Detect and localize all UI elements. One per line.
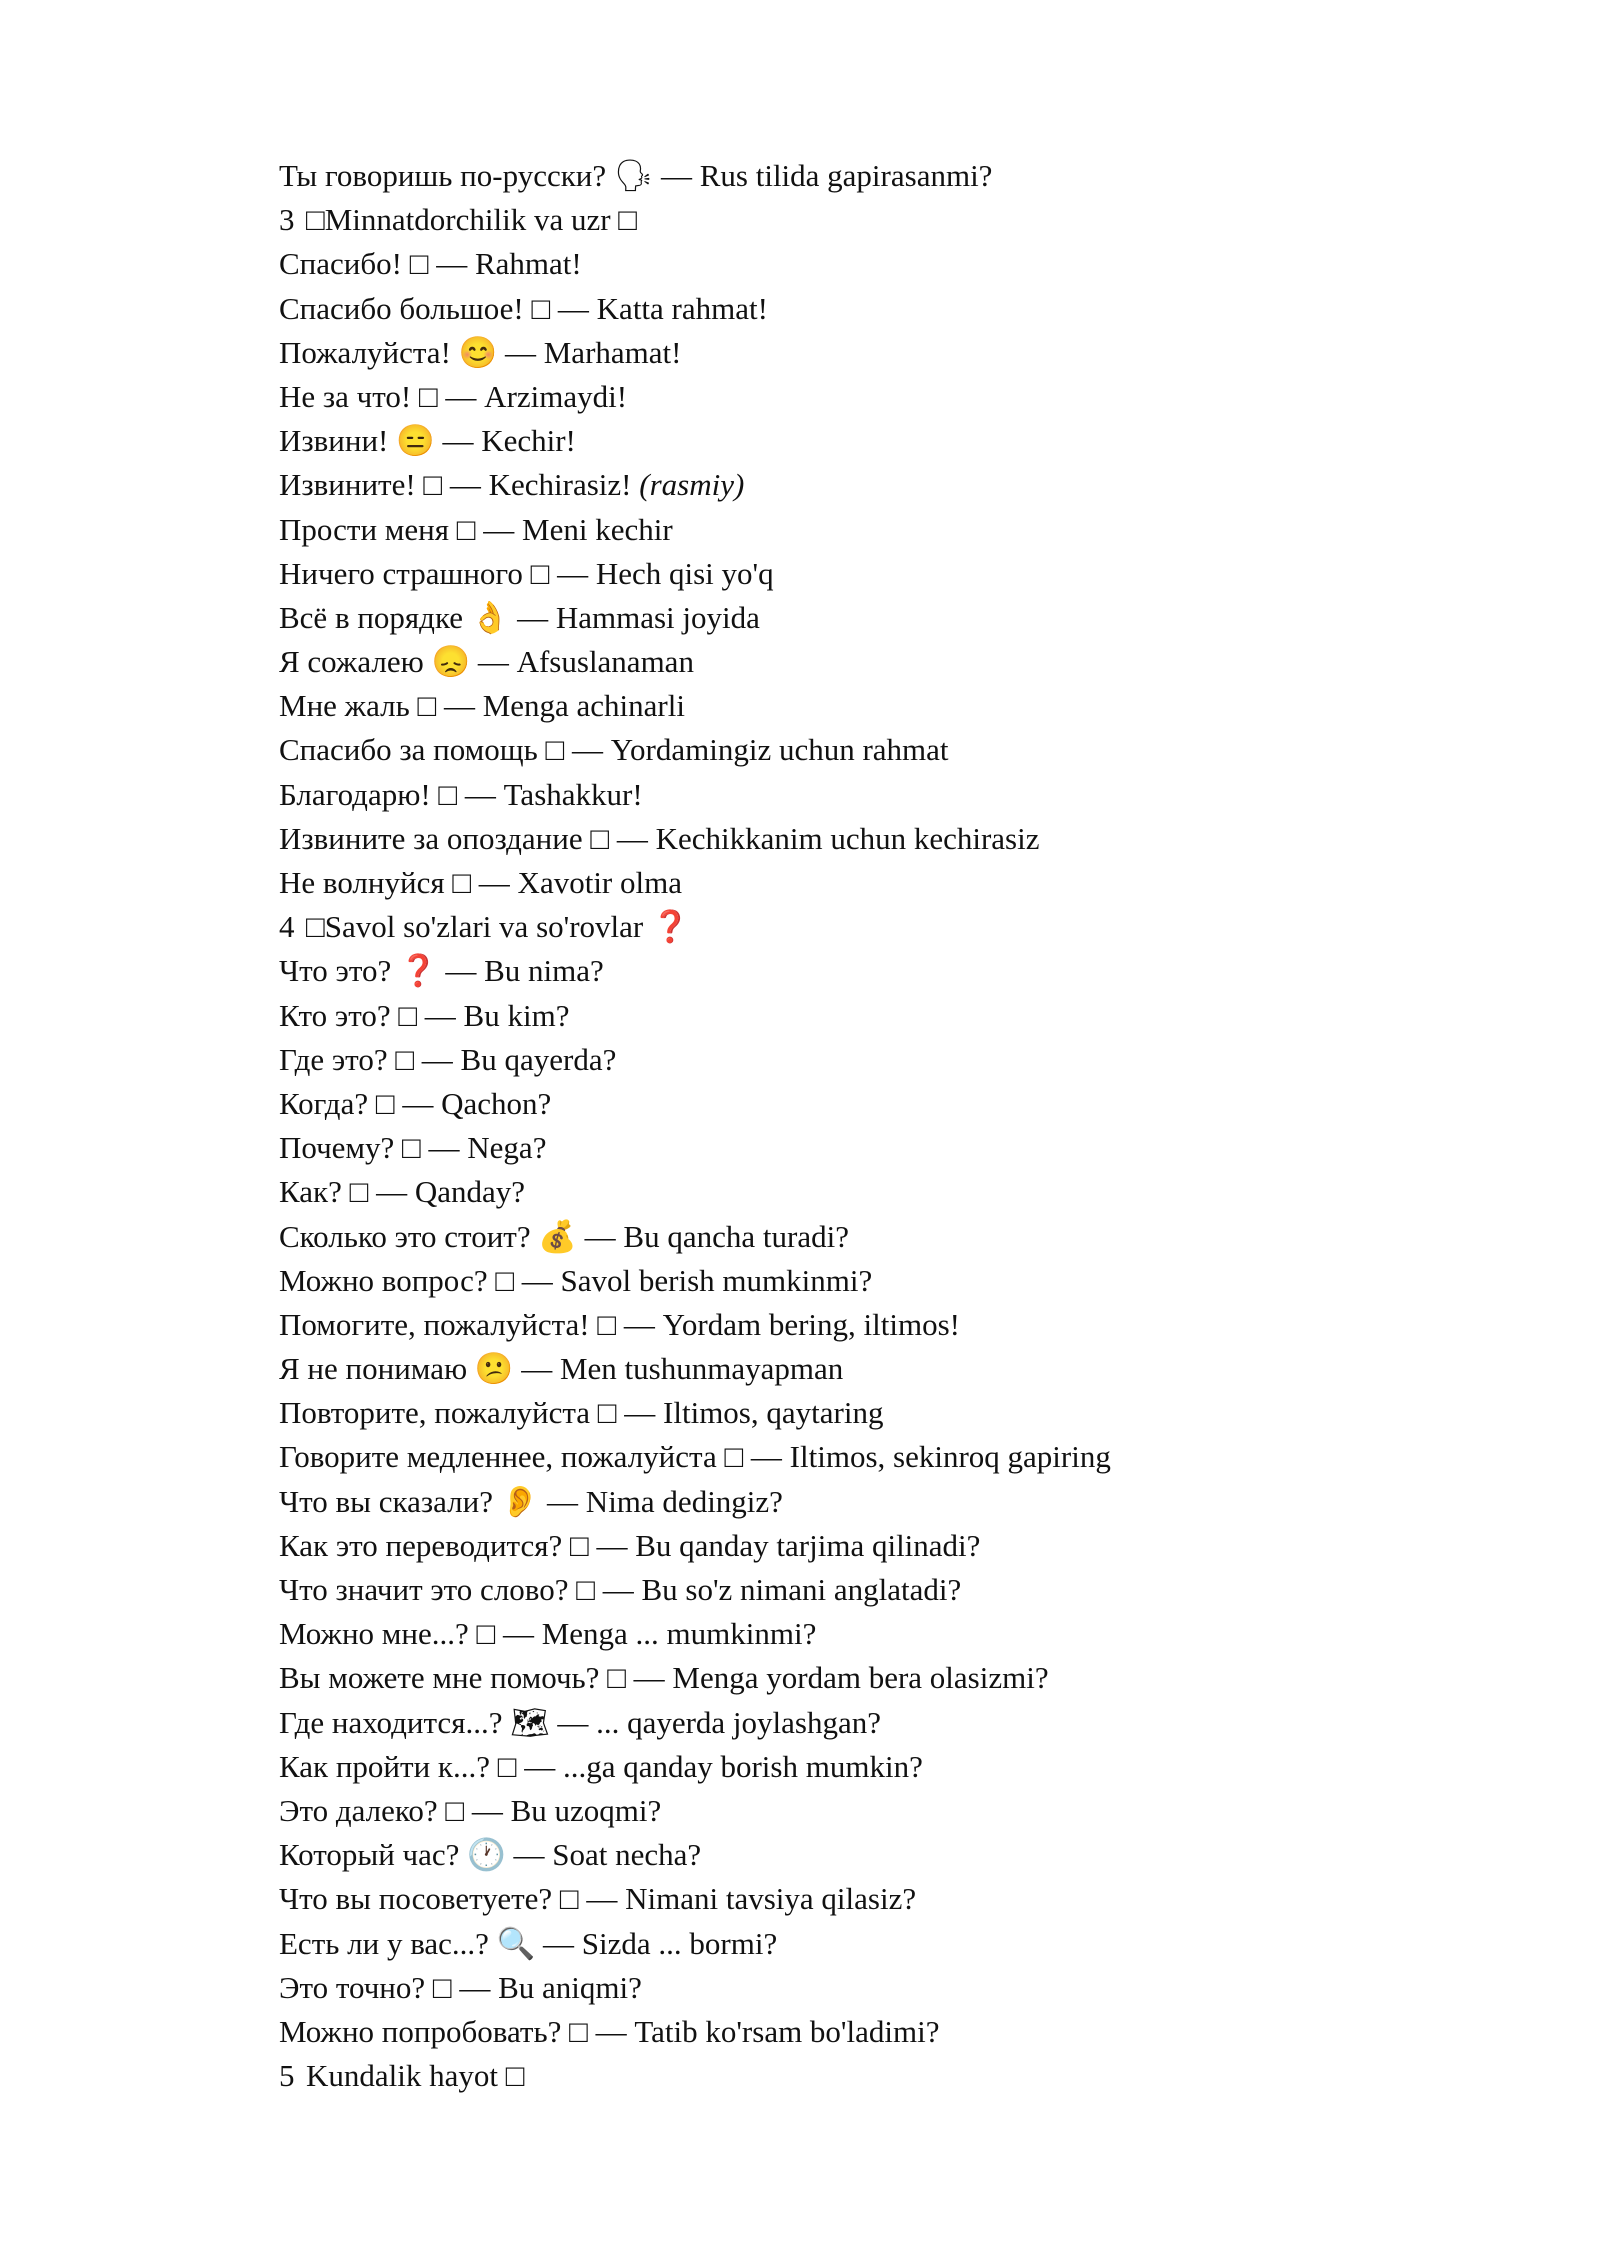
phrase-line: [279, 1259, 1379, 1303]
phrase-line: [279, 1877, 1379, 1921]
phrase-line: [279, 287, 1379, 331]
phrase-line: [279, 1524, 1379, 1568]
phrase-text: Извините за опоздание □ — Kechikkanim uchun kechirasiz: [279, 820, 1040, 856]
phrase-text: Когда? □ — Qachon?: [279, 1085, 552, 1121]
section-title: □Savol so'zlari va so'rovlar ❓: [306, 909, 690, 945]
section-title: □Minnatdorchilik va uzr □: [306, 202, 638, 238]
phrase-text: Мне жаль □ — Menga achinarli: [279, 688, 685, 724]
phrase-text: Не за что! □ — Arzimaydi!: [279, 378, 628, 414]
phrase-text: Прости меня □ — Meni kechir: [279, 511, 673, 547]
phrase-line: [279, 1303, 1379, 1347]
phrase-text: Благодарю! □ — Tashakkur!: [279, 776, 643, 812]
phrase-line: [279, 1789, 1379, 1833]
phrase-text: Который час? 🕐 — Soat necha?: [279, 1837, 702, 1873]
phrase-line: [279, 1745, 1379, 1789]
phrase-text: Ты говоришь по-русски? 🗣 — Rus tilida gapirasanmi?: [279, 158, 993, 193]
section-heading: [279, 905, 1379, 949]
phrase-text: Что вы сказали? 👂 — Nima dedingiz?: [279, 1483, 783, 1519]
section-title: Kundalik hayot □: [306, 2058, 525, 2094]
phrase-line: [279, 773, 1379, 817]
phrase-line: [279, 596, 1379, 640]
phrase-line: [279, 242, 1379, 286]
phrase-line: [279, 1435, 1379, 1479]
phrase-text: Вы можете мне помочь? □ — Menga yordam bera olasizmi?: [279, 1660, 1049, 1696]
phrase-line: [279, 684, 1379, 728]
phrase-line: [279, 154, 1379, 198]
phrase-line: [279, 1966, 1379, 2010]
phrase-line: [279, 375, 1379, 419]
phrase-line: [279, 1922, 1379, 1966]
phrase-line: [279, 861, 1379, 905]
phrase-text: Спасибо большое! □ — Katta rahmat!: [279, 290, 768, 326]
phrase-line: [279, 994, 1379, 1038]
phrase-text: Почему? □ — Nega?: [279, 1130, 547, 1166]
phrase-line: [279, 817, 1379, 861]
phrase-line: [279, 419, 1379, 463]
phrase-text: Сколько это стоит? 💰 — Bu qancha turadi?: [279, 1218, 849, 1254]
phrase-line: [279, 1347, 1379, 1391]
phrase-line: [279, 640, 1379, 684]
phrase-text: Можно мне...? □ — Menga ... mumkinmi?: [279, 1616, 817, 1652]
phrase-text: Что это? ❓ — Bu nima?: [279, 953, 604, 989]
phrase-text: Как пройти к...? □ — ...ga qanday borish mumkin?: [279, 1748, 923, 1784]
phrase-note: (rasmiy): [639, 467, 745, 503]
phrase-line: [279, 949, 1379, 993]
phrase-line: [279, 1833, 1379, 1877]
section-heading: [279, 2054, 1379, 2098]
phrase-line: [279, 552, 1379, 596]
phrase-text: Что вы посоветуете? □ — Nimani tavsiya qilasiz?: [279, 1881, 917, 1917]
phrase-text: Всё в порядке 👌 — Hammasi joyida: [279, 599, 760, 635]
phrase-text: Повторите, пожалуйста □ — Iltimos, qaytaring: [279, 1395, 884, 1431]
phrase-line: [279, 1568, 1379, 1612]
phrase-text: Извини! 😑 — Kechir!: [279, 423, 576, 459]
phrase-line: [279, 1215, 1379, 1259]
phrase-text: Где находится...? 🗺 — ... qayerda joylashgan?: [279, 1704, 881, 1740]
phrase-text: Можно вопрос? □ — Savol berish mumkinmi?: [279, 1262, 873, 1298]
phrase-text: Извините! □ — Kechirasiz!: [279, 467, 632, 503]
phrase-line: [279, 1082, 1379, 1126]
phrase-text: Как это переводится? □ — Bu qanday tarjima qilinadi?: [279, 1527, 981, 1563]
phrase-list: [279, 154, 1379, 2098]
phrase-text: Это далеко? □ — Bu uzoqmi?: [279, 1792, 662, 1828]
phrase-line: [279, 463, 1379, 507]
phrase-text: Спасибо! □ — Rahmat!: [279, 246, 582, 282]
phrase-text: Пожалуйста! 😊 — Marhamat!: [279, 334, 682, 370]
phrase-line: [279, 728, 1379, 772]
phrase-text: Я сожалею 😞 — Afsuslanaman: [279, 644, 694, 680]
section-number: 5: [279, 2058, 295, 2094]
phrase-text: Ничего страшного □ — Hech qisi yo'q: [279, 555, 774, 591]
phrase-line: [279, 2010, 1379, 2054]
phrase-text: Что значит это слово? □ — Bu so'z nimani anglatadi?: [279, 1572, 962, 1607]
phrase-line: [279, 1038, 1379, 1082]
phrase-text: Есть ли у вас...? 🔍 — Sizda ... bormi?: [279, 1925, 778, 1961]
phrase-line: [279, 1612, 1379, 1656]
phrase-text: Спасибо за помощь □ — Yordamingiz uchun rahmat: [279, 732, 949, 768]
phrase-text: Я не понимаю 😕 — Men tushunmayapman: [279, 1351, 844, 1387]
phrase-line: [279, 1701, 1379, 1745]
phrase-text: Не волнуйся □ — Xavotir olma: [279, 865, 682, 900]
phrase-text: Это точно? □ — Bu aniqmi?: [279, 1969, 642, 2005]
phrase-line: [279, 508, 1379, 552]
phrase-line: [279, 331, 1379, 375]
phrase-text: Говорите медленнее, пожалуйста □ — Iltimos, sekinroq gapiring: [279, 1439, 1111, 1475]
phrase-text: Кто это? □ — Bu kim?: [279, 997, 570, 1033]
section-number: 4: [279, 909, 295, 945]
phrase-line: [279, 1391, 1379, 1435]
phrase-line: [279, 1480, 1379, 1524]
phrase-text: Как? □ — Qanday?: [279, 1174, 525, 1210]
phrase-line: [279, 1656, 1379, 1700]
section-number: 3: [279, 202, 295, 238]
phrase-text: Можно попробовать? □ — Tatib ko'rsam bo'ladimi?: [279, 2013, 940, 2049]
phrase-line: [279, 1126, 1379, 1170]
phrase-text: Помогите, пожалуйста! □ — Yordam bering, iltimos!: [279, 1306, 960, 1342]
phrase-line: [279, 1170, 1379, 1214]
section-heading: [279, 198, 1379, 242]
phrase-text: Где это? □ — Bu qayerda?: [279, 1041, 617, 1077]
